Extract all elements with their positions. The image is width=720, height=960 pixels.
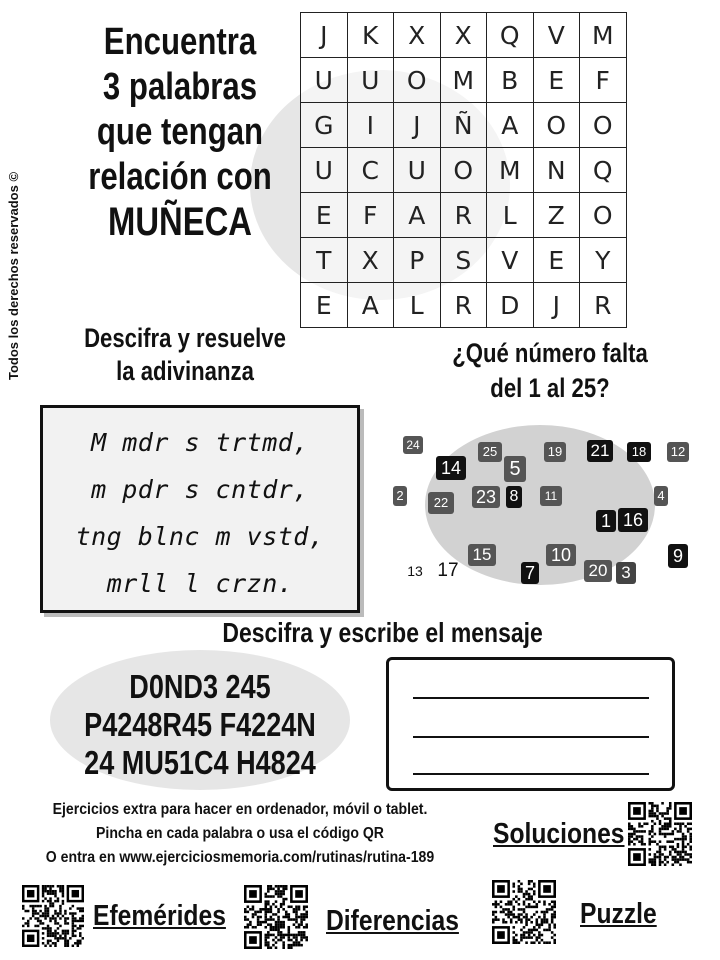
answer-box[interactable] [386, 657, 675, 791]
number-tile: 7 [521, 562, 539, 584]
diferencias-link[interactable]: Diferencias [326, 905, 459, 937]
efemerides-link[interactable]: Efemérides [93, 900, 226, 932]
title-line-3: que tengan [96, 111, 264, 153]
qr-code-diferencias[interactable] [244, 885, 308, 949]
coded-message [69, 668, 331, 782]
grid-cell[interactable]: I [347, 103, 394, 148]
grid-cell[interactable]: J [533, 283, 580, 328]
grid-cell[interactable]: D [487, 283, 534, 328]
number-tile: 3 [616, 562, 636, 584]
number-tile: 5 [504, 456, 526, 482]
number-tile: 11 [540, 486, 562, 506]
number-tile: 14 [436, 456, 466, 480]
grid-row [301, 283, 627, 328]
grid-cell[interactable]: V [533, 13, 580, 58]
number-tile: 1 [596, 510, 616, 532]
grid-cell[interactable]: A [347, 283, 394, 328]
grid-cell[interactable]: M [487, 148, 534, 193]
grid-cell[interactable]: E [533, 238, 580, 283]
answer-line-2[interactable] [413, 736, 649, 738]
grid-row [301, 238, 627, 283]
number-tile: 22 [428, 492, 454, 514]
grid-cell[interactable]: Z [533, 193, 580, 238]
number-tile: 24 [403, 436, 423, 454]
grid-cell[interactable]: E [301, 283, 348, 328]
grid-cell[interactable]: S [440, 238, 487, 283]
title-line-2: 3 palabras [102, 66, 258, 108]
title-keyword: MUÑECA [108, 200, 252, 244]
number-tile: 10 [546, 544, 576, 566]
grid-cell[interactable]: E [301, 193, 348, 238]
grid-cell[interactable]: N [533, 148, 580, 193]
soluciones-link[interactable]: Soluciones [493, 818, 625, 850]
riddle-box [40, 405, 360, 613]
grid-cell[interactable]: B [487, 58, 534, 103]
grid-cell[interactable]: A [394, 193, 441, 238]
grid-cell[interactable]: X [440, 13, 487, 58]
grid-cell[interactable]: L [394, 283, 441, 328]
grid-cell[interactable]: L [487, 193, 534, 238]
missing-number-heading-line-2: del 1 al 25? [490, 373, 610, 403]
number-tile: 12 [667, 442, 689, 462]
grid-cell[interactable]: J [394, 103, 441, 148]
number-tile: 17 [437, 560, 459, 581]
number-tile: 19 [544, 442, 566, 462]
copyright-notice: Todos los derechos reservados © [6, 171, 21, 380]
grid-cell[interactable]: E [533, 58, 580, 103]
qr-code-puzzle[interactable] [492, 880, 556, 944]
number-tile: 13 [407, 563, 423, 579]
grid-cell[interactable]: G [301, 103, 348, 148]
grid-cell[interactable]: A [487, 103, 534, 148]
grid-cell[interactable]: M [440, 58, 487, 103]
grid-cell[interactable]: U [394, 148, 441, 193]
grid-cell[interactable]: O [533, 103, 580, 148]
number-tile: 9 [668, 544, 688, 568]
grid-cell[interactable]: Ñ [440, 103, 487, 148]
grid-row [301, 103, 627, 148]
riddle-heading-line-2: la adivinanza [116, 356, 254, 386]
grid-cell[interactable]: M [580, 13, 627, 58]
grid-cell[interactable]: R [580, 283, 627, 328]
coded-message-line-1: D0ND3 245 [129, 668, 271, 705]
number-tile: 18 [627, 442, 651, 462]
grid-cell[interactable]: O [394, 58, 441, 103]
grid-cell[interactable]: F [347, 193, 394, 238]
extra-line-2: Pincha en cada palabra o usa el código QR [96, 825, 384, 842]
puzzle-link[interactable]: Puzzle [580, 898, 657, 930]
answer-line-3[interactable] [413, 773, 649, 775]
qr-code-soluciones[interactable] [628, 802, 692, 866]
number-tile: 4 [654, 486, 668, 506]
number-tile: 20 [584, 560, 612, 582]
grid-cell[interactable]: U [301, 58, 348, 103]
grid-cell[interactable]: O [580, 193, 627, 238]
qr-code-efemerides[interactable] [22, 885, 84, 947]
title-line-4: relación con [88, 156, 272, 198]
message-heading: Descifra y escribe el mensaje [222, 617, 543, 648]
grid-row [301, 193, 627, 238]
number-tile: 16 [618, 508, 648, 532]
grid-row [301, 148, 627, 193]
grid-cell[interactable]: J [301, 13, 348, 58]
extra-url[interactable]: O entra en www.ejerciciosmemoria.com/rutinas/rutina-189 [45, 849, 435, 866]
coded-message-line-2: P4248R45 F4224N [84, 706, 316, 743]
missing-number-heading [439, 336, 660, 406]
grid-cell[interactable]: U [301, 148, 348, 193]
grid-cell[interactable]: P [394, 238, 441, 283]
number-tile: 21 [587, 440, 613, 462]
grid-cell[interactable]: K [347, 13, 394, 58]
grid-cell[interactable]: V [487, 238, 534, 283]
grid-cell[interactable]: U [347, 58, 394, 103]
grid-cell[interactable]: Q [487, 13, 534, 58]
grid-cell[interactable]: C [347, 148, 394, 193]
grid-cell[interactable]: X [347, 238, 394, 283]
number-tile: 8 [506, 486, 522, 508]
number-tile: 2 [393, 486, 407, 506]
coded-message-line-3: 24 MU51C4 H4824 [84, 744, 316, 781]
grid-cell[interactable]: Q [580, 148, 627, 193]
word-search-grid [300, 12, 627, 328]
missing-number-heading-line-1: ¿Qué número falta [452, 338, 648, 368]
grid-cell[interactable]: T [301, 238, 348, 283]
grid-cell[interactable]: X [394, 13, 441, 58]
answer-line-1[interactable] [413, 697, 649, 699]
riddle-line-2: m pdr s cntdr, [91, 475, 309, 504]
title-line-1: Encuentra [103, 21, 257, 63]
grid-cell[interactable]: R [440, 193, 487, 238]
riddle-line-3: tng blnc m vstd, [75, 522, 325, 551]
puzzle-title [82, 20, 279, 245]
number-tile: 23 [472, 486, 500, 508]
extra-line-1: Ejercicios extra para hacer en ordenador, móvil o tablet. [52, 801, 428, 818]
number-tile: 25 [478, 442, 502, 462]
grid-cell[interactable]: O [440, 148, 487, 193]
grid-row [301, 58, 627, 103]
riddle-heading-line-1: Descifra y resuelve [84, 323, 286, 353]
grid-cell[interactable]: F [580, 58, 627, 103]
grid-cell[interactable]: Y [580, 238, 627, 283]
grid-cell[interactable]: O [580, 103, 627, 148]
riddle-heading [74, 322, 295, 388]
riddle-line-1: M mdr s trtmd, [91, 428, 309, 457]
riddle-line-4: mrll l crzn. [106, 569, 294, 598]
grid-cell[interactable]: R [440, 283, 487, 328]
extra-exercises-info [38, 798, 443, 870]
number-tile: 15 [468, 544, 496, 566]
grid-row [301, 13, 627, 58]
